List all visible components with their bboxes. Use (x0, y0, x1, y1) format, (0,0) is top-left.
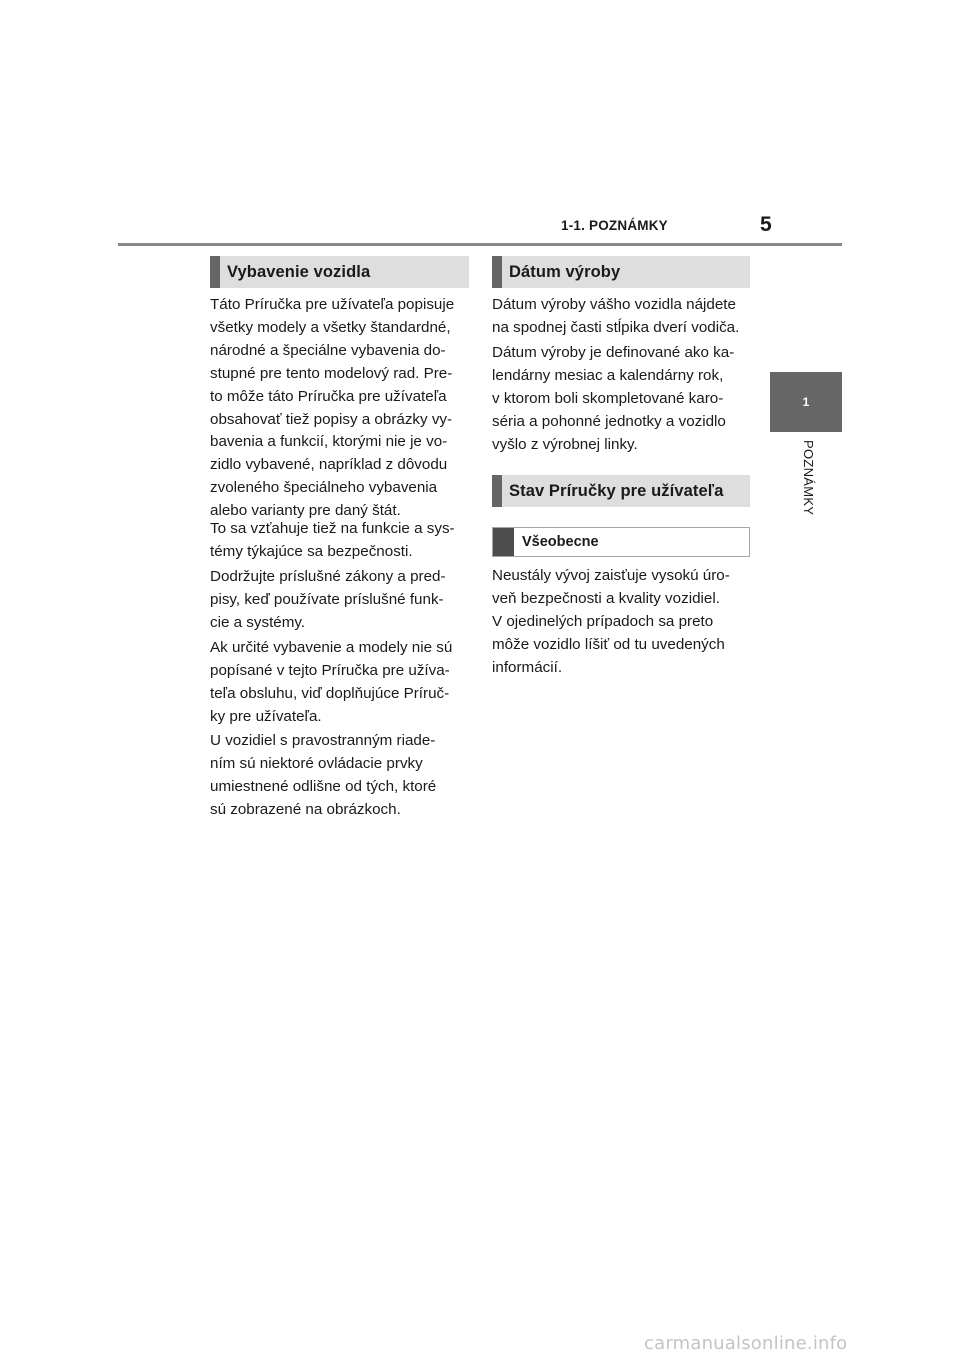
text-line: alebo varianty pre daný štát. (210, 502, 401, 520)
text-line: bavenia a funkcií, ktorými nie je vo- (210, 433, 448, 451)
text-line: môže vozidlo líšiť od tu uvedených (492, 635, 725, 653)
subheading-vseobecne (492, 527, 750, 557)
text-line: zvoleného špeciálneho vybavenia (210, 479, 438, 497)
text-line: Dátum výroby vášho vozidla nájdete (492, 296, 736, 313)
text-line: U vozidiel s pravostranným riade- (210, 732, 436, 749)
text-line: ky pre užívateľa. (210, 707, 322, 725)
section-title: 1-1. POZNÁMKY (561, 218, 668, 233)
chapter-tab (770, 372, 842, 432)
heading-datum-vyroby (492, 256, 750, 288)
text-line: umiestnené odlišne od tých, ktoré (210, 777, 437, 795)
text-line: V ojedinelých prípadoch sa preto (492, 612, 714, 630)
text-line: teľa obsluhu, viď doplňujúce Príruč- (210, 684, 450, 702)
text-line: všetky modely a všetky štandardné, (210, 318, 451, 336)
text-line: informácií. (492, 658, 563, 676)
text-line: cie a systémy. (210, 613, 306, 631)
heading-text: Stav Príručky pre užívateľa (509, 481, 724, 500)
text-line: To sa vzťahuje tiež na funkcie a sys- (210, 520, 455, 537)
watermark: carmanualsonline.info (644, 1333, 848, 1354)
text-line: veň bezpečnosti a kvality vozidiel. (492, 589, 720, 607)
text-line: sú zobrazené na obrázkoch. (210, 800, 401, 818)
paragraph (210, 730, 472, 822)
text-line: pisy, keď používate príslušné funk- (210, 590, 444, 608)
text-line: vyšlo z výrobnej linky. (492, 435, 638, 453)
text-line: stupné pre tento modelový rad. Pre- (210, 364, 453, 382)
text-line: témy týkajúce sa bezpečnosti. (210, 542, 413, 560)
paragraph (492, 565, 754, 680)
text-line: Dodržujte príslušné zákony a pred- (210, 568, 446, 585)
paragraph (210, 566, 472, 635)
header-divider (118, 243, 842, 246)
chapter-number: 1 (802, 395, 810, 409)
text-line: ním sú niektoré ovládacie prvky (210, 754, 423, 772)
text-line: popísané v tejto Príručka pre užíva- (210, 661, 450, 679)
chapter-label: POZNÁMKY (801, 440, 816, 516)
heading-stav-prirucky (492, 475, 750, 507)
text-line: Táto Príručka pre užívateľa popisuje (210, 296, 455, 313)
heading-text: Vybavenie vozidla (227, 262, 371, 281)
text-line: Neustály vývoj zaisťuje vysokú úro- (492, 567, 730, 584)
text-line: národné a špeciálne vybavenia do- (210, 341, 446, 359)
heading-vybavenie-vozidla (210, 256, 469, 288)
paragraph (492, 342, 754, 457)
text-line: v ktorom boli skompletované karo- (492, 389, 724, 407)
page-number: 5 (760, 213, 772, 236)
paragraph (210, 294, 472, 523)
paragraph (210, 637, 472, 729)
subheading-marker (493, 528, 514, 556)
paragraph (492, 294, 754, 340)
text-line: na spodnej časti stĺpika dverí vodiča. (492, 318, 740, 336)
text-line: obsahovať tiež popisy a obrázky vy- (210, 410, 453, 428)
text-line: Dátum výroby je definované ako ka- (492, 344, 735, 361)
heading-text: Dátum výroby (509, 262, 621, 281)
paragraph (210, 518, 472, 564)
text-line: séria a pohonné jednotky a vozidlo (492, 412, 726, 430)
subheading-text: Všeobecne (522, 534, 599, 550)
text-line: Ak určité vybavenie a modely nie sú (210, 639, 453, 656)
text-line: to môže táto Príručka pre užívateľa (210, 387, 447, 405)
text-line: zidlo vybavené, napríklad z dôvodu (210, 456, 448, 474)
text-line: lendárny mesiac a kalendárny rok, (492, 366, 724, 384)
